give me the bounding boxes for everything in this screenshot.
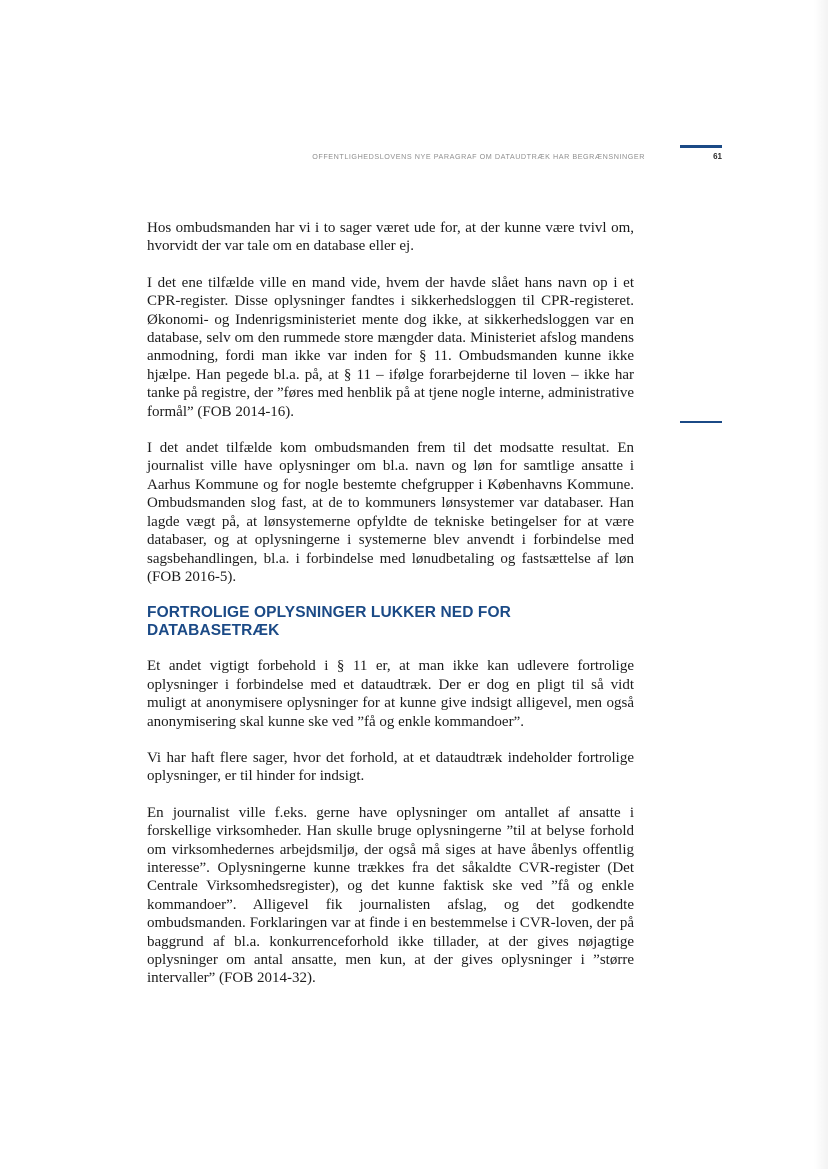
margin-accent-rule (680, 421, 722, 423)
running-header: OFFENTLIGHEDSLOVENS NYE PARAGRAF OM DATAUDTRÆK HAR BEGRÆNSNINGER (312, 152, 645, 161)
paragraph-reservation: Et andet vigtigt forbehold i § 11 er, at man ikke kan udlevere fortrolige oplysninger i forbindelse med et dataudtræk. Der er dog en pligt til så vidt muligt at anonymisere oplysninger for at kunne give indsigt alligevel, men også anonymisering skal kunne ske ved ”få og enkle kommandoer”. (147, 658, 634, 730)
page-number: 61 (713, 152, 722, 161)
article-body (147, 219, 634, 1006)
paragraph-cases: Vi har haft flere sager, hvor det forhold, at et dataudtræk indeholder fortrolige oplysninger, er til hinder for indsigt. (147, 749, 634, 785)
paragraph-journalist-case: En journalist ville f.eks. gerne have oplysninger om antallet af ansatte i forskellige virksomheder. Han skulle bruge oplysningerne ”til at belyse forhold om virksomhedernes arbejdsmiljø, der også må siges at have åbenlys offentlig interesse”. Oplysningerne kunne trækkes fra det såkaldte CVR-register (Det Centrale Virksomhedsregister), og det kunne faktisk ske ved ”få og enkle kommandoer”. Alligevel fik journalisten afslag, og det godkendte ombudsmanden. Forklaringen var at finde i en bestemmelse i CVR-loven, der på baggrund af bl.a. konkurrenceforhold ikke tillader, at der gives nøjagtige oplysninger om antal ansatte, men kun, at der gives oplysninger i ”større intervaller” (FOB 2014-32). (147, 804, 634, 987)
page-edge-shadow (814, 0, 828, 1169)
header-accent-rule (680, 145, 722, 148)
paragraph-case-two: I det andet tilfælde kom ombudsmanden frem til det modsatte resultat. En journalist ville have oplysninger om bl.a. navn og løn for samtlige ansatte i Aarhus Kommune og for nogle bestemte chefgrupper i Københavns Kommune. Ombudsmanden slog fast, at de to kommuners lønsystemer var databaser. Han lagde vægt på, at lønsystemerne opfyldte de tekniske betingelser for at være databaser, og at oplysningerne i systemerne blev anvendt i forbindelse med sagsbehandlingen, bl.a. i forbindelse med lønudbetaling og fastsættelse af løn (FOB 2016-5). (147, 440, 634, 585)
paragraph-case-one: I det ene tilfælde ville en mand vide, hvem der havde slået hans navn op i et CPR-register. Disse oplysninger fandtes i sikkerhedsloggen til CPR-registeret. Økonomi- og Indenrigsministeriet mente dog ikke, at sikkerhedsloggen var en database, selv om den rummede store mængder data. Ministeriet afslog mandens anmodning, fordi man ikke var inden for § 11. Ombudsmanden kunne ikke hjælpe. Han pegede bl.a. på, at § 11 – ifølge forarbejderne til loven – ikke har tanke på registre, der ”føres med henblik på at tjene nogle interne, administrative formål” (FOB 2014-16). (147, 274, 634, 420)
paragraph-intro: Hos ombudsmanden har vi i to sager været ude for, at der kunne være tvivl om, hvorvidt der var tale om en database eller ej. (147, 220, 634, 255)
section-heading: FORTROLIGE OPLYSNINGER LUKKER NED FOR DATABASETRÆK (147, 604, 511, 640)
